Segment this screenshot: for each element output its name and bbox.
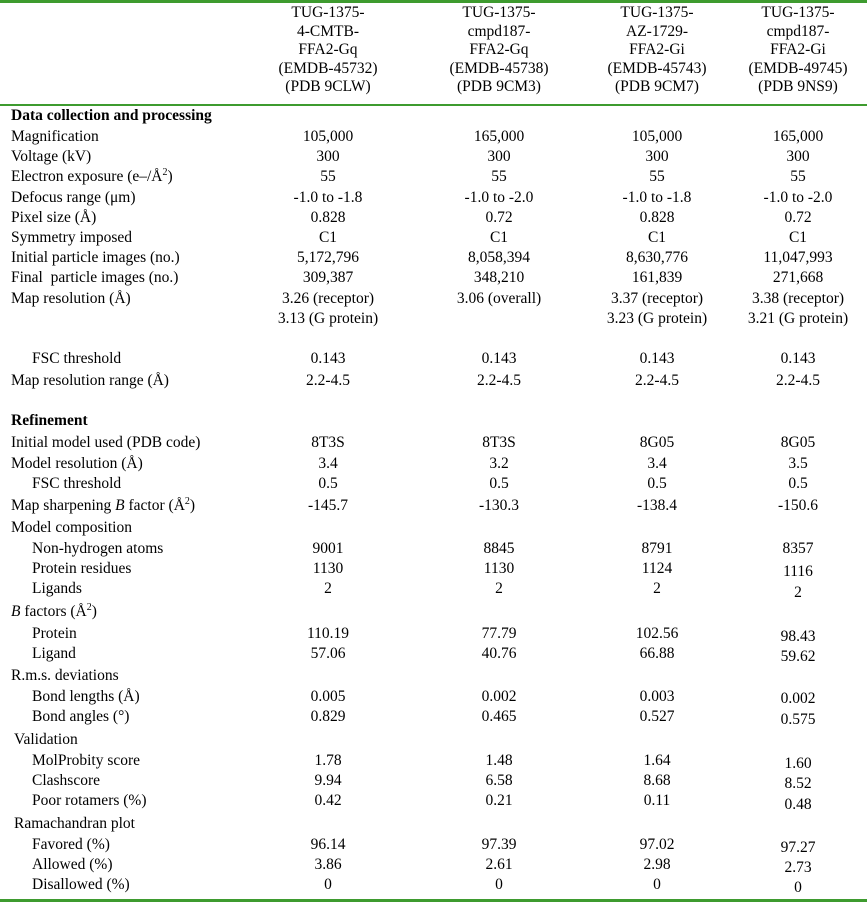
table-cell: 0.575 [780,711,816,728]
table-cell: 0 [653,876,661,893]
table-cell: 1116 [783,563,813,580]
table-cell: 3.23 (G protein) [606,310,708,327]
table-cell: 300 [316,148,340,165]
table-cell: 1.64 [643,752,671,769]
table-cell: 165,000 [473,128,525,145]
row-label: Ligands [32,580,82,597]
table-cell: 57.06 [310,645,346,662]
column-header-3: TUG-1375- AZ-1729- FFA2-Gi (EMDB-45743) (PDB 9CM7) [607,4,707,96]
table-cell: 8G05 [780,434,816,451]
row-label: Protein residues [32,560,132,577]
table-cell: 77.79 [481,625,517,642]
row-label: Pixel size (Å) [11,209,97,226]
table-cell: -145.7 [307,497,349,514]
table-cell: 2.2-4.5 [306,372,350,389]
table-cell: 1124 [641,560,673,577]
table-cell: 105,000 [302,128,354,145]
row-label: Model composition [11,519,132,536]
table-cell: 55 [790,168,806,185]
table-cell: 2.2-4.5 [776,372,820,389]
table-cell: 3.21 (G protein) [747,310,849,327]
table-cell: 0.143 [780,350,816,367]
table-cell: 0.5 [647,475,667,492]
table-cell: 59.62 [780,648,816,665]
table-cell: 8357 [782,540,814,557]
table-cell: 161,839 [631,269,683,286]
table-cell: C1 [489,229,509,246]
table-cell: 55 [320,168,336,185]
row-label: MolProbity score [32,752,141,769]
table-cell: 300 [487,148,511,165]
row-label: Clashscore [32,772,101,789]
row-label: Map resolution (Å) [11,290,131,307]
table-cell: 8T3S [482,434,516,451]
table-cell: 1130 [312,560,344,577]
table-cell: 348,210 [473,269,525,286]
table-cell: 105,000 [631,128,683,145]
table-cell: 3.4 [647,455,667,472]
table-cell: 0.42 [314,792,342,809]
table-cell: 0.143 [310,350,346,367]
table-cell: 3.37 (receptor) [610,290,704,307]
table-cell: 0 [324,876,332,893]
row-label: Symmetry imposed [11,229,132,246]
table-cell: 55 [649,168,665,185]
section-heading-data-collection: Data collection and processing [11,107,212,124]
table-cell: 55 [491,168,507,185]
table-cell: 9.94 [314,772,342,789]
table-cell: 2 [794,584,802,601]
row-label: Allowed (%) [32,856,113,873]
table-cell: 3.86 [314,856,342,873]
row-label: Validation [14,731,78,748]
table-cell: 8.52 [784,775,812,792]
row-label: B factors $(Å^2)$ [11,601,97,620]
row-label: Non-hydrogen atoms [32,540,164,557]
column-header-2: TUG-1375- cmpd187- FFA2-Gq (EMDB-45738) (PDB 9CM3) [449,4,549,96]
table-cell: 8.68 [643,772,671,789]
row-label: Disallowed (%) [32,876,130,893]
table-cell: 8G05 [639,434,675,451]
table-cell: -1.0 to -2.0 [464,189,534,206]
table-cell: 0 [794,879,802,896]
table-cell: 1130 [483,560,515,577]
row-label: FSC threshold [32,350,122,367]
table-cell: 2.2-4.5 [477,372,521,389]
table-cell: 1.48 [485,752,513,769]
table-cell: 8,058,394 [468,249,530,266]
row-label: Favored (%) [32,836,110,853]
table-cell: 110.19 [306,625,350,642]
row-label: Defocus range (μm) [11,189,136,206]
table-cell: 0.828 [310,209,346,226]
table-cell: 1.60 [784,755,812,772]
column-header-1: TUG-1375- 4-CMTB- FFA2-Gq (EMDB-45732) (PDB 9CLW) [278,4,378,96]
table-cell: 0.143 [639,350,675,367]
table-cell: 3.26 (receptor) [281,290,375,307]
table-cell: 0.5 [489,475,509,492]
table-cell: C1 [647,229,667,246]
table-cell: -1.0 to -2.0 [763,189,833,206]
table-cell: 0.465 [481,708,517,725]
row-label: Voltage (kV) [11,148,92,165]
table-cell: 8791 [641,540,673,557]
row-label: Poor rotamers (%) [32,792,147,809]
table-cell: 0.5 [318,475,338,492]
table-cell: 1.78 [314,752,342,769]
row-label: Ligand [32,645,76,662]
table-cell: 98.43 [780,628,816,645]
table-cell: -138.4 [636,497,678,514]
table-cell: 5,172,796 [297,249,359,266]
table-cell: 300 [786,148,810,165]
table-cell: 66.88 [639,645,675,662]
table-cell: 97.02 [639,836,675,853]
table-cell: 2.73 [784,859,812,876]
column-header-4: TUG-1375- cmpd187- FFA2-Gi (EMDB-49745) (PDB 9NS9) [748,4,848,96]
row-label: Bond angles (°) [32,708,130,725]
row-label: Electron exposure $(e-/Å^2)$ [11,166,173,185]
row-label: Map sharpening B factor $(Å^2)$ [11,495,196,514]
table-cell: 2 [324,580,332,597]
table-cell: 9001 [312,540,344,557]
table-cell: 2.61 [485,856,513,873]
table-cell: 2 [653,580,661,597]
table-cell: 0.828 [639,209,675,226]
table-cell: 165,000 [772,128,824,145]
table-cell: 97.39 [481,836,517,853]
table-cell: 0.005 [310,688,346,705]
table-cell: 0.527 [639,708,675,725]
section-heading-refinement: Refinement [11,412,88,429]
table-cell: 3.4 [318,455,338,472]
table-cell: C1 [318,229,338,246]
table-cell: 0.48 [784,796,812,813]
table-cell: 0.11 [643,792,671,809]
row-label: FSC threshold [32,475,122,492]
table-cell: 11,047,993 [763,249,833,266]
table-cell: 102.56 [635,625,679,642]
table-cell: 40.76 [481,645,517,662]
row-label: Final particle images (no.) [11,269,179,286]
table-cell: 0.003 [639,688,675,705]
table-cell: 2.2-4.5 [635,372,679,389]
header-rule [0,104,867,106]
row-label: Model resolution (Å) [11,455,143,472]
top-rule [0,0,867,3]
table-cell: 271,668 [772,269,824,286]
table-cell: -1.0 to -1.8 [293,189,363,206]
table-cell: 2 [495,580,503,597]
table-cell: 309,387 [302,269,354,286]
table-cell: -150.6 [777,497,819,514]
table-cell: 8,630,776 [626,249,688,266]
table-cell: 3.38 (receptor) [751,290,845,307]
row-label: Initial model used (PDB code) [11,434,201,451]
table-cell: C1 [788,229,808,246]
table-cell: 0.72 [485,209,513,226]
table-cell: -1.0 to -1.8 [622,189,692,206]
table-cell: 3.2 [489,455,509,472]
row-label: Protein [32,625,77,642]
table-cell: 0.002 [780,690,816,707]
row-label: Map resolution range (Å) [11,372,169,389]
table-cell: -130.3 [478,497,520,514]
table-cell: 3.5 [788,455,808,472]
table-cell: 97.27 [780,839,816,856]
table-cell: 0.829 [310,708,346,725]
table-cell: 8T3S [311,434,345,451]
table-cell: 0 [495,876,503,893]
bottom-rule [0,899,867,902]
row-label: Bond lengths (Å) [32,688,140,705]
table-cell: 2.98 [643,856,671,873]
table-cell: 300 [645,148,669,165]
row-label: Ramachandran plot [14,815,135,832]
row-label: Magnification [11,128,99,145]
table-cell: 8845 [483,540,515,557]
table-cell: 0.002 [481,688,517,705]
table-cell: 6.58 [485,772,513,789]
table-cell: 3.13 (G protein) [277,310,379,327]
table-cell: 0.5 [788,475,808,492]
table-cell: 0.72 [784,209,812,226]
table-cell: 3.06 (overall) [456,290,542,307]
table-cell: 0.143 [481,350,517,367]
row-label: R.m.s. deviations [11,667,119,684]
row-label: Initial particle images (no.) [11,249,180,266]
table-cell: 96.14 [310,836,346,853]
table-cell: 0.21 [485,792,513,809]
